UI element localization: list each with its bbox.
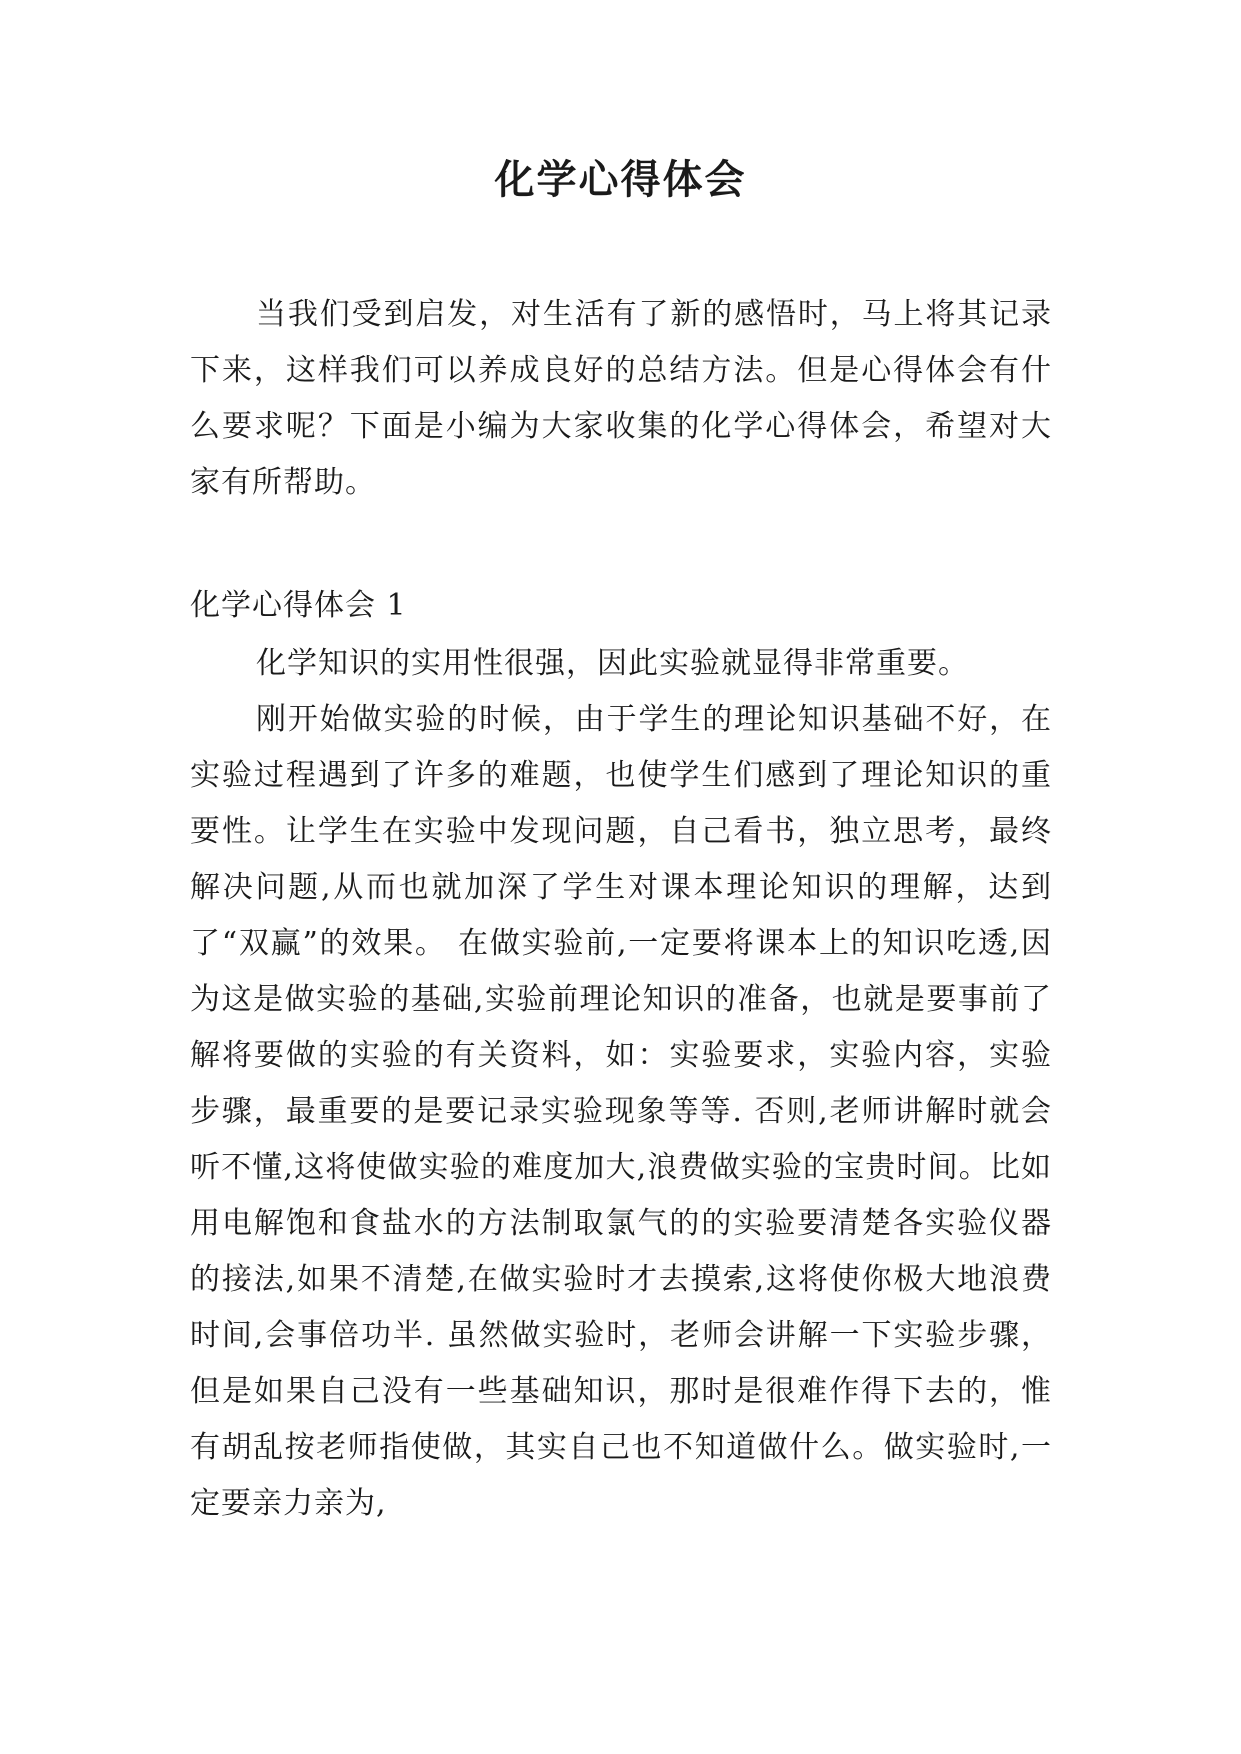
- document-title: 化学心得体会: [494, 157, 747, 203]
- section-paragraph-1: 化学知识的实用性很强，因此实验就显得非常重要。: [256, 646, 969, 681]
- section-heading: 化学心得体会 1: [190, 588, 407, 623]
- intro-paragraph: 当我们受到启发，对生活有了新的感悟时，马上将其记录下来，这样我们可以养成良好的总结方法。但是心得体会有什么要求呢？下面是小编为大家收集的化学心得体会，希望对大家有所帮助。: [190, 297, 1052, 500]
- section-paragraph-2: 刚开始做实验的时候，由于学生的理论知识基础不好，在实验过程遇到了许多的难题，也使学生们感到了理论知识的重要性。让学生在实验中发现问题，自己看书，独立思考，最终解决问题,从而也就加深了学生对课本理论知识的理解，达到了“双赢”的效果。 在做实验前,一定要将课本上的知识吃透,因为这是做实验的基础,实验前理论知识的准备，也就是要事前了解将要做的实验的有关资料，如：实验要求，实验内容，实验步骤，最重要的是要记录实验现象等等. 否则,老师讲解时就会听不懂,这将使做实验的难度加大,浪费做实验的宝贵时间。比如用电解饱和食盐水的方法制取氯气的的实验要清楚各实验仪器的接法,如果不清楚,在做实验时才去摸索,这将使你极大地浪费时间,会事倍功半. 虽然做实验时，老师会讲解一下实验步骤，但是如果自己没有一些基础知识，那时是很难作得下去的，惟有胡乱按老师指使做，其实自己也不知道做什么。做实验时,一定要亲力亲为,: [190, 702, 1052, 1521]
